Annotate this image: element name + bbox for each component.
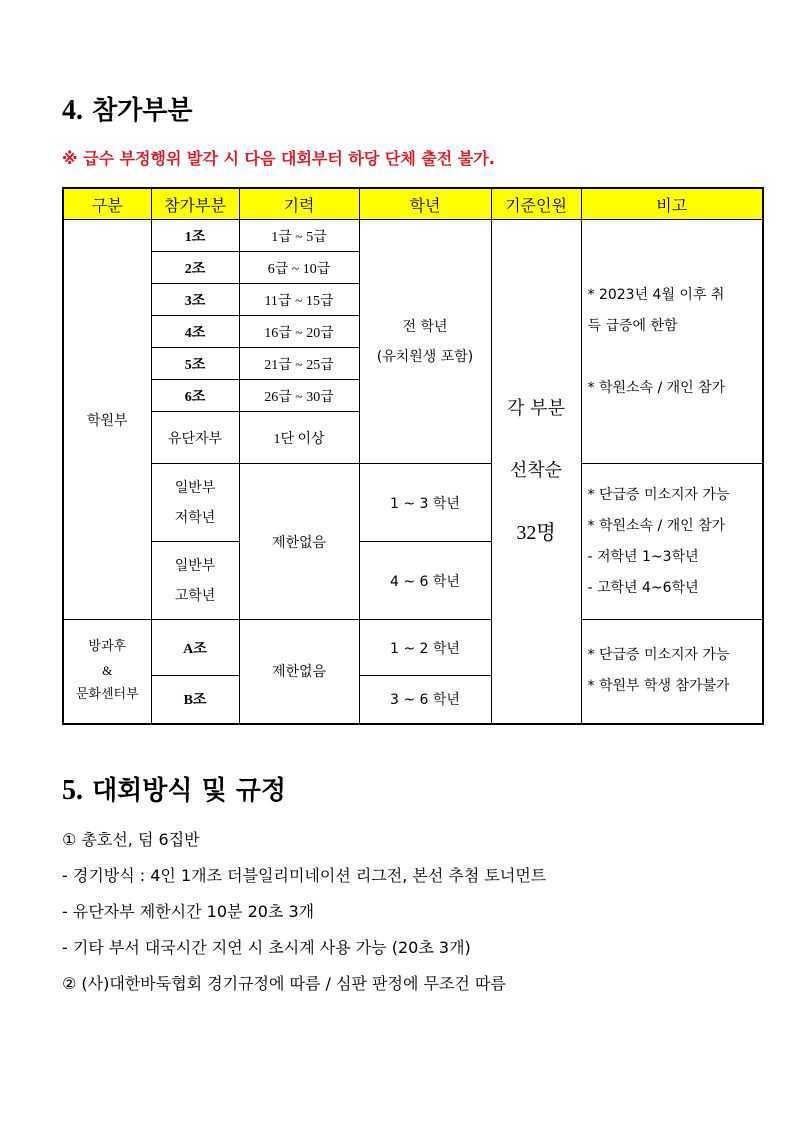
dan-group-name: 유단자부 <box>151 412 239 464</box>
header-grade: 학년 <box>359 188 491 220</box>
general-high-line1: 일반부 <box>174 557 216 574</box>
grade-all-line2: (유치원생 포함) <box>376 348 474 365</box>
capacity-cell <box>491 220 581 724</box>
after-a-grade: 1 ~ 2 학년 <box>359 620 491 676</box>
participation-table <box>62 187 764 725</box>
section-4-number: 4. <box>62 95 83 126</box>
note-general-line4: - 고학년 4~6학년 <box>587 579 699 596</box>
table-header-row <box>63 188 763 220</box>
group-name: 4조 <box>151 316 239 348</box>
section-4-title: 참가부분 <box>92 96 193 126</box>
header-note: 비고 <box>581 188 763 220</box>
division-academy: 학원부 <box>63 220 151 620</box>
group-level: 21급 ~ 25급 <box>239 348 359 380</box>
grade-all-line1: 전 학년 <box>402 318 448 335</box>
section-5-number: 5. <box>62 775 83 806</box>
rule-item: - 경기방식 : 4인 1개조 더블일리미네이션 리그전, 본선 추첨 토너먼트 <box>62 866 547 885</box>
general-low-grade: 1 ~ 3 학년 <box>359 464 491 542</box>
group-name: 6조 <box>151 380 239 412</box>
no-limit-after: 제한없음 <box>239 620 359 724</box>
note-academy-line1: * 2023년 4월 이후 취 <box>587 286 725 303</box>
note-after-line1: * 단급증 미소지자 가능 <box>587 647 730 664</box>
header-category: 참가부분 <box>151 188 239 220</box>
grade-all-cell <box>359 220 491 464</box>
dan-group-level: 1단 이상 <box>239 412 359 464</box>
rules-list <box>62 822 546 1002</box>
capacity-line3: 32명 <box>516 522 556 545</box>
group-level: 1급 ~ 5급 <box>239 220 359 252</box>
rule-item: ① 총호선, 덤 6집반 <box>62 830 200 849</box>
group-name: 2조 <box>151 252 239 284</box>
general-high-cell <box>151 542 239 620</box>
notice-text: ※ 급수 부정행위 발각 시 다음 대회부터 하당 단체 출전 불가. <box>62 149 495 168</box>
general-low-line2: 저학년 <box>174 509 216 526</box>
note-general-cell <box>581 464 763 620</box>
no-limit-general: 제한없음 <box>239 464 359 620</box>
note-academy-cell <box>581 220 763 464</box>
note-academy-line2: 득 급증에 한함 <box>587 317 678 334</box>
division-after-line2: & <box>102 663 113 679</box>
rule-item: ② (사)대한바둑협회 경기규정에 따름 / 심판 판정에 무조건 따름 <box>62 974 506 993</box>
capacity-line1: 각 부분 <box>507 398 565 420</box>
section-4-heading <box>62 90 193 127</box>
table-row <box>63 220 763 252</box>
capacity-line2: 선착순 <box>509 460 563 482</box>
group-level: 6급 ~ 10급 <box>239 252 359 284</box>
after-b-grade: 3 ~ 6 학년 <box>359 676 491 724</box>
note-after-line2: * 학원부 학생 참가불가 <box>587 678 730 695</box>
group-level: 11급 ~ 15급 <box>239 284 359 316</box>
general-high-grade: 4 ~ 6 학년 <box>359 542 491 620</box>
header-level: 기력 <box>239 188 359 220</box>
after-a-name: A조 <box>151 620 239 676</box>
table-row <box>63 620 763 676</box>
after-b-name: B조 <box>151 676 239 724</box>
group-name: 3조 <box>151 284 239 316</box>
group-level: 16급 ~ 20급 <box>239 316 359 348</box>
header-capacity: 기준인원 <box>491 188 581 220</box>
header-division: 구분 <box>63 188 151 220</box>
division-after-line3: 문화센터부 <box>75 687 139 703</box>
general-low-line1: 일반부 <box>174 479 216 496</box>
section-5-heading <box>62 770 286 807</box>
group-name: 1조 <box>151 220 239 252</box>
general-high-line2: 고학년 <box>174 587 216 604</box>
note-after-cell <box>581 620 763 724</box>
note-general-line2: * 학원소속 / 개인 참가 <box>587 517 726 534</box>
table-row <box>63 464 763 542</box>
note-academy-line3: * 학원소속 / 개인 참가 <box>587 379 726 396</box>
general-low-cell <box>151 464 239 542</box>
group-name: 5조 <box>151 348 239 380</box>
group-level: 26급 ~ 30급 <box>239 380 359 412</box>
note-general-line1: * 단급증 미소지자 가능 <box>587 486 730 503</box>
note-general-line3: - 저학년 1~3학년 <box>587 548 699 565</box>
division-after-cell <box>63 620 151 724</box>
division-after-line1: 방과후 <box>88 639 127 655</box>
rule-item: - 기타 부서 대국시간 지연 시 초시계 사용 가능 (20초 3개) <box>62 938 471 957</box>
section-5-title: 대회방식 및 규정 <box>92 776 286 806</box>
rule-item: - 유단자부 제한시간 10분 20초 3개 <box>62 902 315 921</box>
